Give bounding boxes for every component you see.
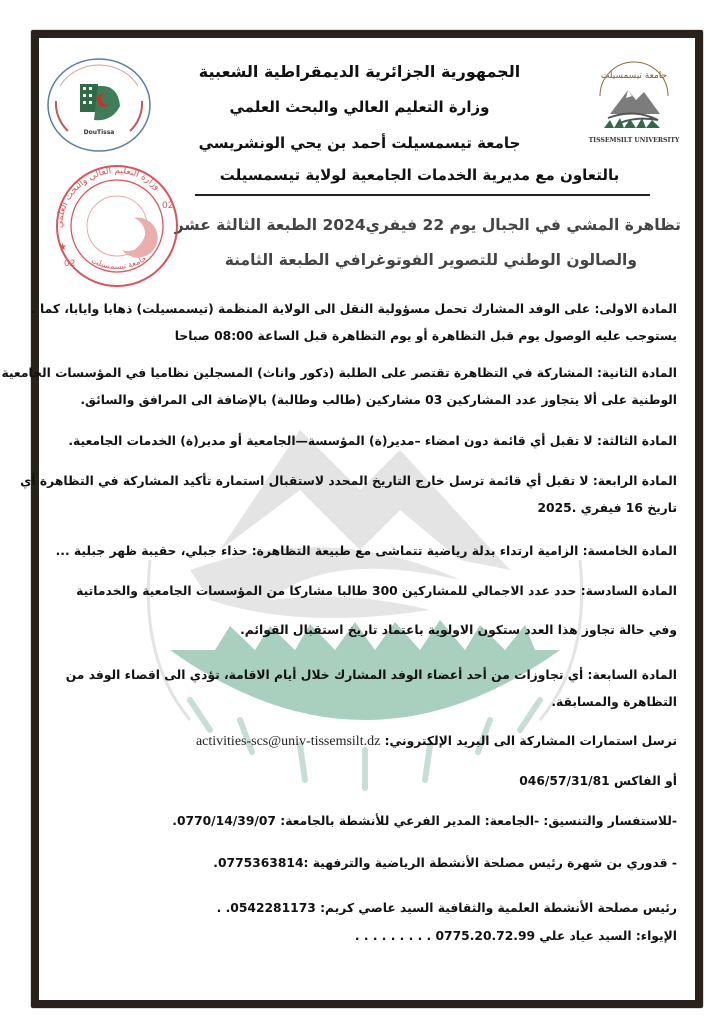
article-1 xyxy=(31,296,677,350)
contact-lodging-text: الإيواء: السيد عياد علي 0775.20.72.99 xyxy=(435,929,677,943)
article-label: المادة الثانية: xyxy=(596,366,677,380)
stamp-star-icon: ★ xyxy=(58,242,67,253)
article-text: التظاهرة والمسابقة. xyxy=(551,695,677,709)
article-text: يستوجب عليه الوصول يوم قبل التظاهرة أو يوم التظاهرة قبل الساعة 08:00 صباحا xyxy=(174,329,677,343)
article-label: المادة السابعة: xyxy=(587,668,677,682)
article-text: أي تجاوزات من أحد أعضاء الوفد المشارك خلال أيام الاقامة، تؤدي الى اقصاء الوفد من xyxy=(65,668,584,682)
article-label: المادة الثالثة: xyxy=(596,434,677,448)
event-title-line1: تظاهرة المشي في الجبال يوم 22 فيفري2024 الطبعة الثالثة عشر xyxy=(174,216,681,234)
article-3 xyxy=(47,428,677,455)
article-6 xyxy=(47,578,677,644)
event-title-line2: والصالون الوطني للتصوير الفوتوغرافي الطبعة الثامنة xyxy=(224,251,637,269)
ministry-logo-caption: DouTissa xyxy=(83,129,115,136)
header-cooperation: بالتعاون مع مديرية الخدمات الجامعية لولاية تيسمسيلت xyxy=(219,166,620,184)
article-label: المادة الخامسة: xyxy=(582,544,677,558)
article-label: المادة الرابعة: xyxy=(592,474,677,488)
header-divider xyxy=(195,194,650,196)
contact-sports-service: - قدوري بن شهرة رئيس مصلحة الأنشطة الرياضية والترفهية :0775363814. xyxy=(213,856,677,870)
official-stamp xyxy=(42,158,192,288)
contact-email-link[interactable]: activities-scs@univ-tissemsilt.dz xyxy=(195,734,381,749)
article-text: على الوفد المشارك تحمل مسؤولية النقل الى الولاية المنظمة (تيسمسيلت) ذهابا وايابا، كما . xyxy=(31,302,591,316)
article-text: لا تقبل أي قائمة دون امضاء –مدير(ة) المؤسسة—الجامعية أو مدير(ة) الخدمات الجامعية. xyxy=(68,434,593,448)
article-text: الزامية ارتداء بدلة رياضية تتماشى مع طبيعة التظاهرة: حذاء جبلي، حقيبة ظهر جبلية ... xyxy=(55,544,579,558)
article-4 xyxy=(20,468,677,522)
contact-inquiry: -للاستفسار والتنسيق: -الجامعة: المدير الفرعي للأنشطة بالجامعة: 0770/14/39/07. xyxy=(172,814,677,828)
article-label: المادة الاولى: xyxy=(594,302,677,316)
article-2 xyxy=(1,360,677,414)
article-7 xyxy=(47,662,677,716)
stamp-outer-text: وزارة التعليم العالي والبحث العلمي xyxy=(54,166,162,229)
header-ministry: وزارة التعليم العالي والبحث العلمي xyxy=(229,98,490,116)
article-text: المشاركة في التظاهرة تقتصر على الطلبة (ذكور واناث) المسجلين نظاميا في المؤسسات الجامعية xyxy=(1,366,593,380)
stamp-bottom-text: جامعة تيسمسيلت xyxy=(90,253,148,272)
contact-email-line xyxy=(47,728,677,755)
article-5 xyxy=(47,538,677,565)
article-text: تاريخ 16 فيفري .2025 xyxy=(537,501,677,515)
header-republic: الجمهورية الجزائرية الديمقراطية الشعبية xyxy=(198,62,521,81)
article-text: حدد عدد الاجمالي للمشاركين 300 طالبا مشاركا من المؤسسات الجامعية والخدماتية xyxy=(76,584,577,598)
header-university: جامعة تيسمسيلت أحمد بن يحي الونشريسي xyxy=(198,134,521,152)
article-text: الوطنية على ألا يتجاوز عدد المشاركين 03 مشاركين (طالب وطالبة) بالإضافة الى المرافق والسائق. xyxy=(80,393,677,407)
contact-science-service: رئيس مصلحة الأنشطة العلمية والثقافية السيد عاصي كريم: 0542281173. . xyxy=(216,901,677,915)
contact-email-prefix: ترسل استمارات المشاركة الى البريد الإلكتروني: xyxy=(384,734,677,748)
university-logo-en-text: TISSEMSILT UNIVERSITY xyxy=(588,137,680,144)
university-logo-ar-text: جامعة تيسمسيلت xyxy=(600,71,668,81)
article-label: المادة السادسة: xyxy=(580,584,677,598)
contact-fax: أو الفاكس 046/57/31/81 xyxy=(519,774,677,788)
stamp-number-right: 02 xyxy=(162,201,174,211)
article-text: لا تقبل أي قائمة ترسل خارج التاريخ المحدد لاستقبال استمارة تأكيد المشاركة في التظاهرة أي xyxy=(20,474,589,488)
stamp-number-left: 02 xyxy=(64,259,76,269)
contact-lodging-dots: . . . . . . . . . xyxy=(354,929,432,943)
contact-lodging xyxy=(47,923,677,950)
article-text: وفي حالة تجاوز هذا العدد ستكون الاولوية باعتماد تاريخ استقبال القوائم. xyxy=(240,623,677,637)
